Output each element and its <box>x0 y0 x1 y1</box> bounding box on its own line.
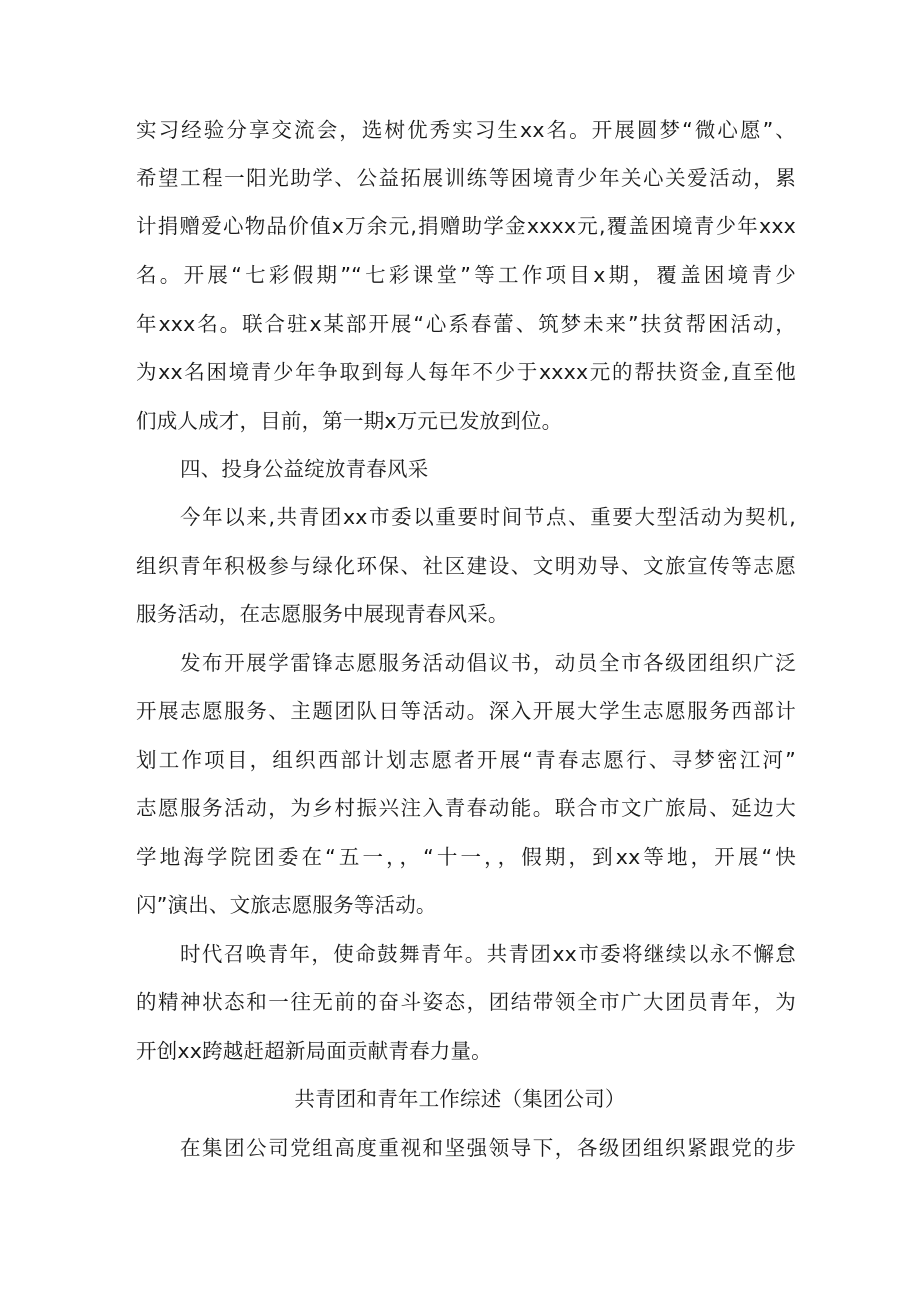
text-line: 在集团公司党组高度重视和坚强领导下，各级团组织紧跟党的步 <box>180 1136 796 1160</box>
text-line: 开创xx跨越赶超新局面贡献青春力量。 <box>136 1039 492 1063</box>
text-line: 今年以来,共青团xx市委以重要时间节点、重要大型活动为契机, <box>180 505 796 529</box>
text-line: 闪”演出、文旅志愿服务等活动。 <box>136 893 437 917</box>
text-line: 计捐赠爱心物品价值x万余元,捐赠助学金xxxx元,覆盖困境青少年xxx <box>136 214 796 238</box>
text-line: 志愿服务活动，为乡村振兴注入青春动能。联合市文广旅局、延边大 <box>136 796 796 820</box>
article-title: 共青团和青年工作综述（集团公司） <box>294 1087 626 1111</box>
text-line: 的精神状态和一往无前的奋斗姿态，团结带领全市广大团员青年，为 <box>136 990 796 1014</box>
text-line: 时代召唤青年，使命鼓舞青年。共青团xx市委将继续以永不懈怠 <box>180 942 796 966</box>
text-line: 划工作项目，组织西部计划志愿者开展“青春志愿行、寻梦密江河” <box>136 748 796 772</box>
text-line: 名。开展“七彩假期”“七彩课堂”等工作项目x期，覆盖困境青少 <box>136 263 796 287</box>
text-line: 开展志愿服务、主题团队日等活动。深入开展大学生志愿服务西部计 <box>136 699 796 723</box>
text-line: 为xx名困境青少年争取到每人每年不少于xxxx元的帮扶资金,直至他 <box>136 360 796 384</box>
text-line: 年xxx名。联合驻x某部开展“心系春蕾、筑梦未来”扶贫帮困活动， <box>136 312 796 336</box>
text-line: 希望工程一阳光助学、公益拓展训练等困境青少年关心关爱活动，累 <box>136 166 796 190</box>
text-line: 组织青年积极参与绿化环保、社区建设、文明劝导、文旅宣传等志愿 <box>136 554 796 578</box>
text-line: 们成人成才，目前，第一期x万元已发放到位。 <box>136 409 563 433</box>
section-heading: 四、投身公益绽放青春风采 <box>180 457 429 481</box>
text-line: 服务活动，在志愿服务中展现青春风采。 <box>136 602 509 626</box>
text-line: 实习经验分享交流会，选树优秀实习生xx名。开展圆梦“微心愿”、 <box>136 118 796 142</box>
text-line: 学地海学院团委在“五一，，“十一，，假期，到xx等地，开展“快 <box>136 845 796 869</box>
text-line: 发布开展学雷锋志愿服务活动倡议书，动员全市各级团组织广泛 <box>180 651 796 675</box>
